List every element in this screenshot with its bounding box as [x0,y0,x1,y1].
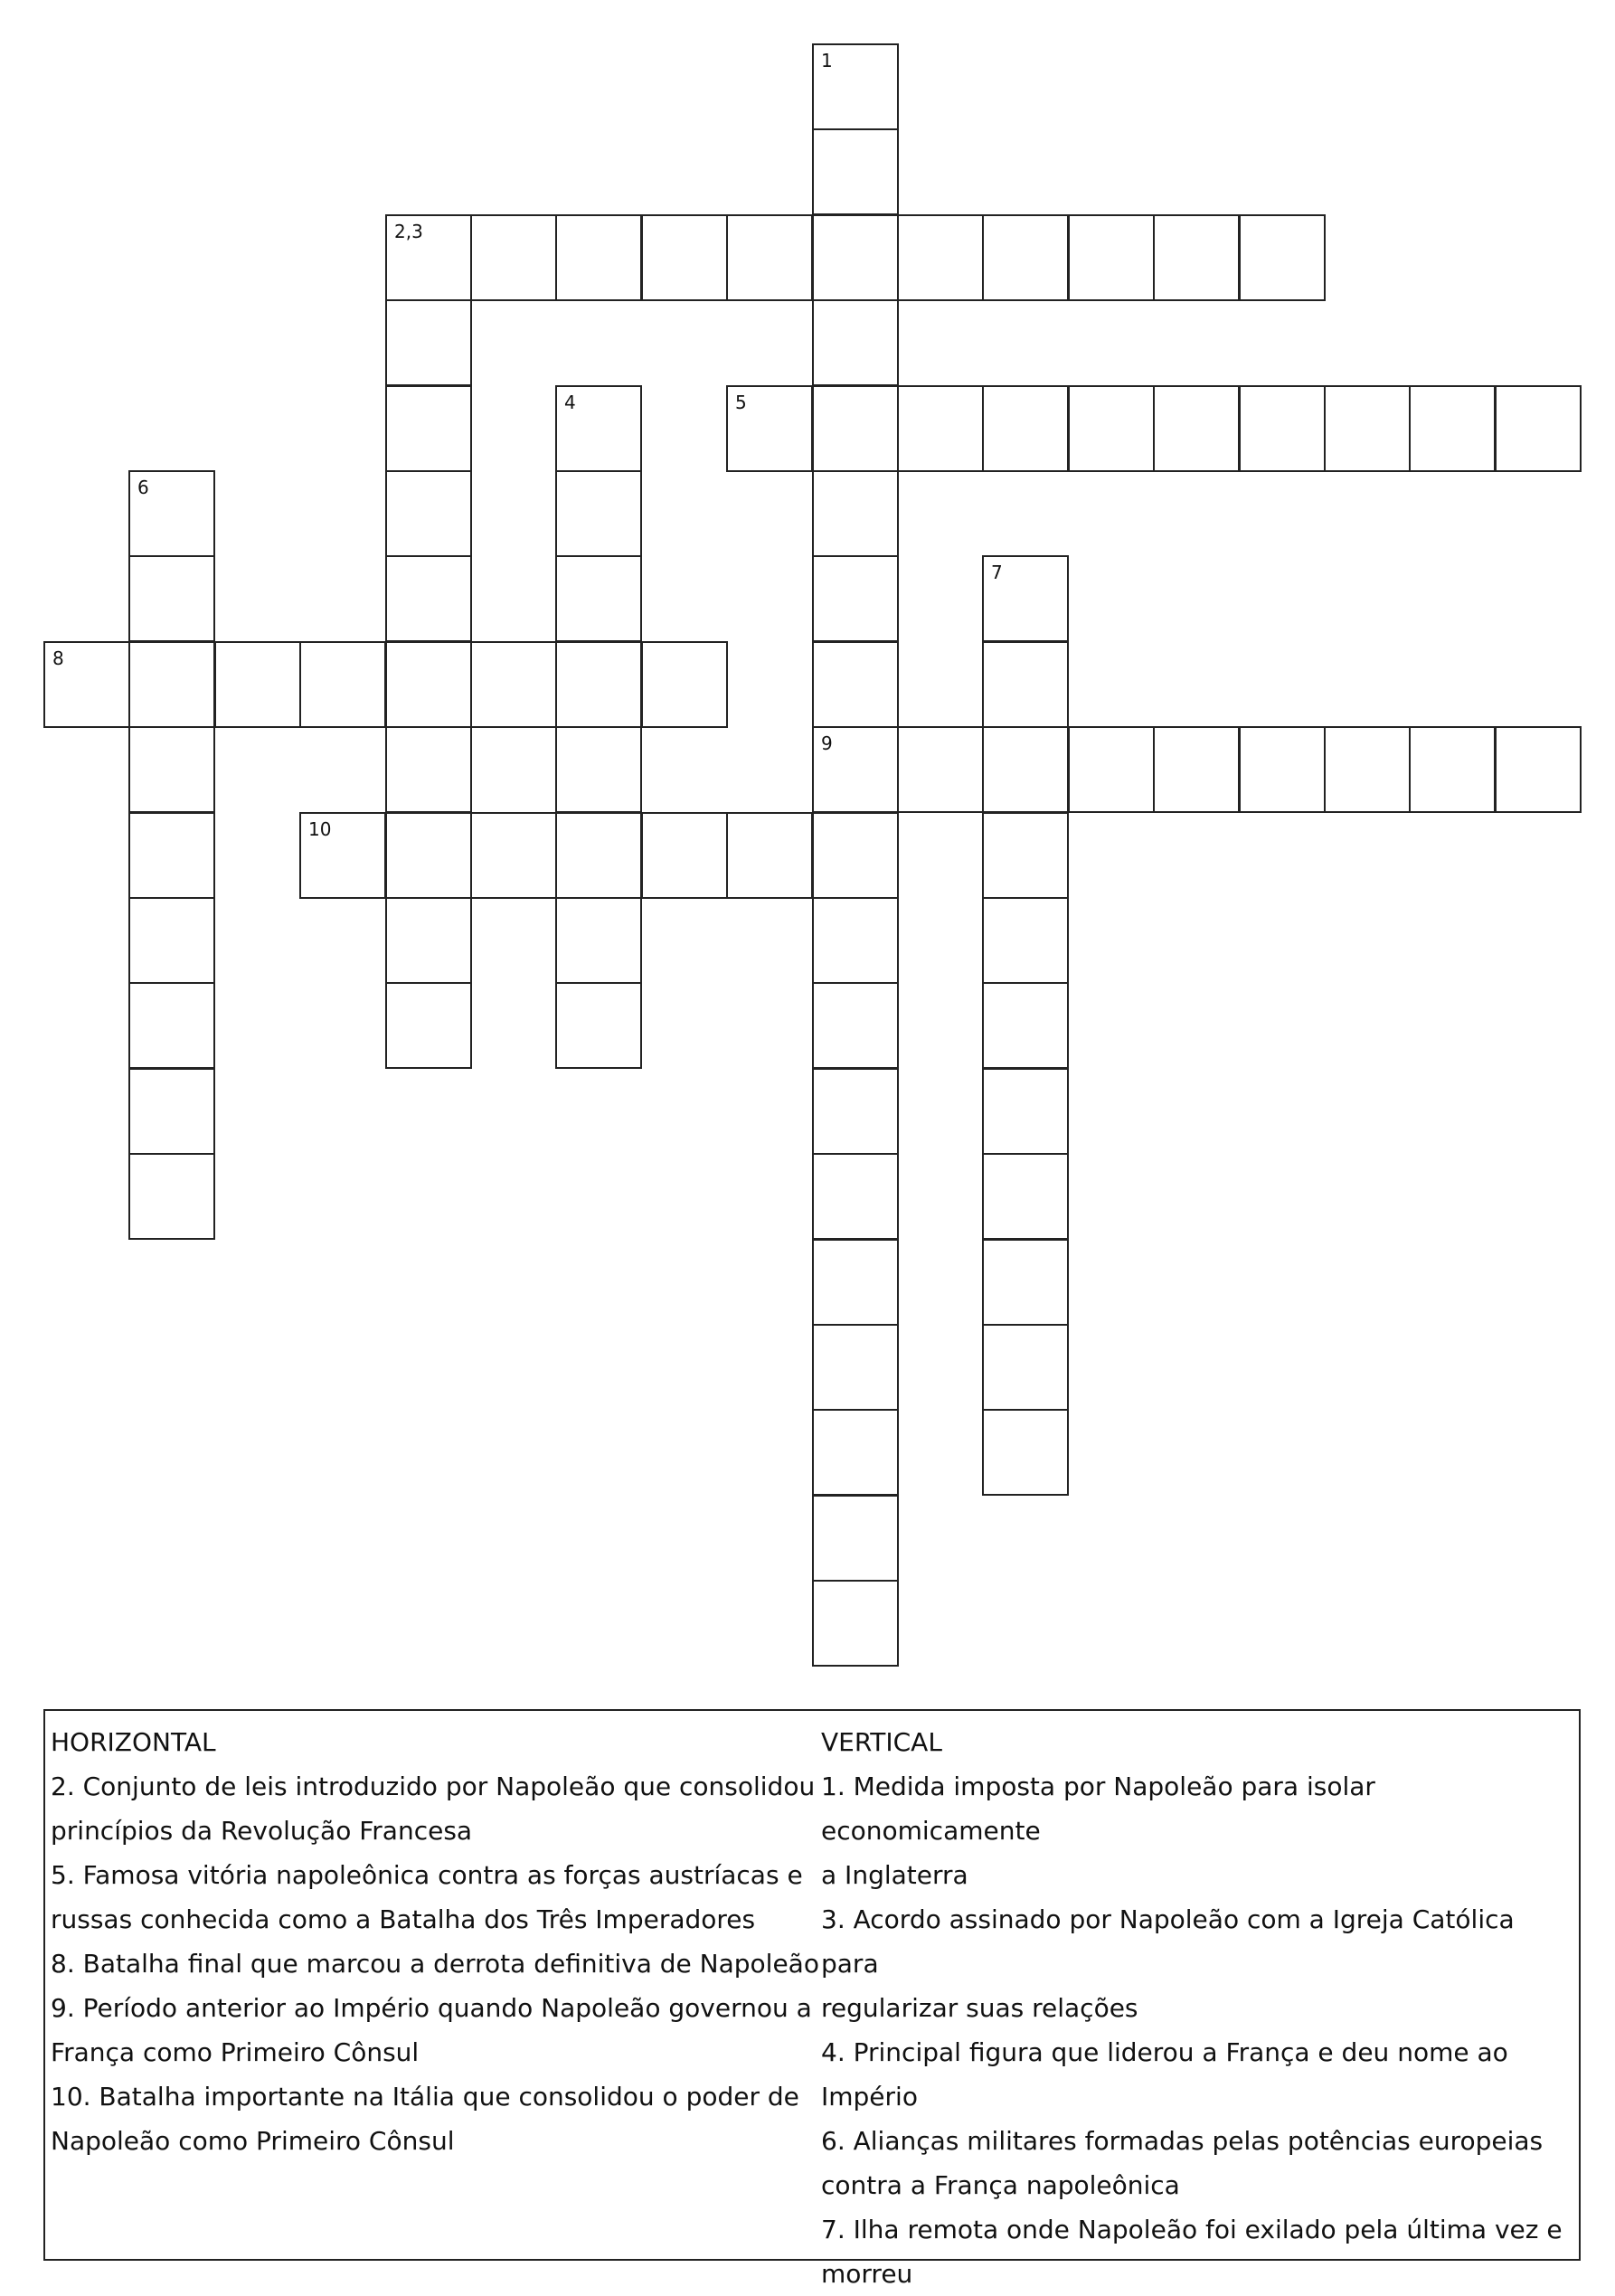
crossword-cell[interactable] [812,43,899,130]
crossword-cell[interactable] [812,1324,899,1411]
crossword-cell[interactable] [1495,385,1582,472]
clue-number: 5 [735,392,747,413]
crossword-cell[interactable] [812,214,899,301]
crossword-cell[interactable] [128,470,215,557]
horizontal-clue-line: 9. Período anterior ao Império quando Napoleão governou a [51,1993,812,2023]
crossword-cell[interactable] [1324,385,1411,472]
vertical-clues [821,1720,1572,2296]
crossword-cell[interactable] [385,812,472,899]
crossword-cell[interactable] [982,1239,1069,1326]
clue-number: 7 [991,562,1003,583]
crossword-cell[interactable] [385,555,472,642]
crossword-cell[interactable] [555,897,642,984]
crossword-cell[interactable] [385,470,472,557]
horizontal-clue-line: França como Primeiro Cônsul [51,2037,420,2067]
horizontal-clues [51,1720,819,2163]
crossword-cell[interactable] [1068,385,1155,472]
crossword-cell[interactable] [555,641,642,728]
vertical-clue-line: contra a França napoleônica [821,2170,1180,2200]
crossword-cell[interactable] [812,1239,899,1326]
vertical-clue-line: morreu [821,2259,913,2289]
crossword-cell[interactable] [43,641,130,728]
crossword-cell[interactable] [812,897,899,984]
crossword-cell[interactable] [385,299,472,386]
clue-number: 8 [52,647,64,669]
crossword-cell[interactable] [555,214,642,301]
vertical-heading: VERTICAL [821,1727,942,1757]
crossword-cell[interactable] [641,214,728,301]
crossword-cell[interactable] [982,1409,1069,1496]
crossword-cell[interactable] [982,641,1069,728]
vertical-clue-line: Império [821,2082,918,2112]
crossword-cell[interactable] [128,641,215,728]
crossword-cell[interactable] [812,1580,899,1667]
crossword-cell[interactable] [897,385,984,472]
vertical-clue-line: a Inglaterra [821,1860,968,1890]
crossword-cell[interactable] [812,726,899,813]
vertical-clue-line: 4. Principal figura que liderou a França e deu nome ao [821,2037,1508,2067]
crossword-cell[interactable] [128,726,215,813]
clue-number: 9 [821,732,833,754]
crossword-cell[interactable] [982,982,1069,1069]
crossword-cell[interactable] [1068,214,1155,301]
crossword-cell[interactable] [555,385,642,472]
crossword-cell[interactable] [982,726,1069,813]
crossword-cell[interactable] [1239,385,1326,472]
crossword-cell[interactable] [555,470,642,557]
crossword-cell[interactable] [982,214,1069,301]
crossword-cell[interactable] [385,726,472,813]
clues-box [43,1709,1581,2289]
horizontal-clue-line: 2. Conjunto de leis introduzido por Napoleão que consolidou [51,1772,816,1801]
crossword-cell[interactable] [726,812,813,899]
crossword-cell[interactable] [812,812,899,899]
crossword-cell[interactable] [1409,385,1496,472]
crossword-cell[interactable] [982,897,1069,984]
crossword-cell[interactable] [982,1068,1069,1155]
vertical-clue-line: 7. Ilha remota onde Napoleão foi exilado pela última vez e [821,2215,1563,2244]
vertical-clue-line: 3. Acordo assinado por Napoleão com a Igreja Católica para [821,1904,1515,1979]
crossword-cell[interactable] [1495,726,1582,813]
crossword-cell[interactable] [128,982,215,1069]
crossword-cell[interactable] [385,214,472,301]
crossword-cell[interactable] [128,812,215,899]
clue-number: 6 [137,477,149,498]
crossword-cell[interactable] [1324,726,1411,813]
horizontal-clue-line: 10. Batalha importante na Itália que consolidou o poder de [51,2082,799,2112]
crossword-cell[interactable] [812,641,899,728]
crossword-cell[interactable] [470,214,557,301]
crossword-cell[interactable] [128,897,215,984]
clue-number: 4 [564,392,576,413]
crossword-cell[interactable] [982,1153,1069,1240]
crossword-cell[interactable] [385,385,472,472]
crossword-cell[interactable] [897,726,984,813]
crossword-cell[interactable] [1239,726,1326,813]
crossword-cell[interactable] [555,982,642,1069]
crossword-cell[interactable] [128,1068,215,1155]
crossword-cell[interactable] [726,385,813,472]
crossword-cell[interactable] [812,1495,899,1582]
crossword-cell[interactable] [128,1153,215,1240]
crossword-cell[interactable] [385,641,472,728]
crossword-cell[interactable] [812,470,899,557]
crossword-cell[interactable] [812,385,899,472]
clue-number: 1 [821,50,833,71]
vertical-clue-line: 6. Alianças militares formadas pelas potências europeias [821,2126,1544,2156]
clue-number: 2,3 [394,221,423,242]
crossword-cell[interactable] [982,555,1069,642]
crossword-cell[interactable] [1239,214,1326,301]
crossword-cell[interactable] [470,641,557,728]
crossword-cell[interactable] [726,214,813,301]
vertical-clue-line: 1. Medida imposta por Napoleão para isolar economicamente [821,1772,1375,1846]
crossword-cell[interactable] [128,555,215,642]
crossword-cell[interactable] [982,385,1069,472]
crossword-cell[interactable] [812,1068,899,1155]
crossword-cell[interactable] [812,1409,899,1496]
horizontal-clue-line: 8. Batalha final que marcou a derrota definitiva de Napoleão [51,1949,819,1979]
crossword-cell[interactable] [812,299,899,386]
clue-number: 10 [308,818,332,840]
crossword-cell[interactable] [1068,726,1155,813]
crossword-cell[interactable] [299,641,386,728]
horizontal-clue-line: russas conhecida como a Batalha dos Três Imperadores [51,1904,756,1934]
crossword-cell[interactable] [897,214,984,301]
crossword-cell[interactable] [641,641,728,728]
crossword-cell[interactable] [1153,385,1240,472]
crossword-cell[interactable] [812,982,899,1069]
crossword-cell[interactable] [982,812,1069,899]
crossword-cell[interactable] [385,897,472,984]
crossword-cell[interactable] [299,812,386,899]
vertical-clue-line: regularizar suas relações [821,1993,1138,2023]
horizontal-clue-line: 5. Famosa vitória napoleônica contra as forças austríacas e [51,1860,803,1890]
crossword-cell[interactable] [641,812,728,899]
crossword-cell[interactable] [1153,726,1240,813]
crossword-cell[interactable] [385,982,472,1069]
crossword-cell[interactable] [812,128,899,215]
horizontal-clue-line: princípios da Revolução Francesa [51,1816,473,1846]
crossword-cell[interactable] [470,812,557,899]
crossword-cell[interactable] [1409,726,1496,813]
horizontal-clue-line: Napoleão como Primeiro Cônsul [51,2126,455,2156]
crossword-cell[interactable] [812,1153,899,1240]
crossword-cell[interactable] [555,555,642,642]
crossword-cell[interactable] [214,641,301,728]
crossword-cell[interactable] [555,812,642,899]
horizontal-heading: HORIZONTAL [51,1727,216,1757]
crossword-cell[interactable] [812,555,899,642]
crossword-cell[interactable] [1153,214,1240,301]
crossword-cell[interactable] [982,1324,1069,1411]
crossword-cell[interactable] [555,726,642,813]
